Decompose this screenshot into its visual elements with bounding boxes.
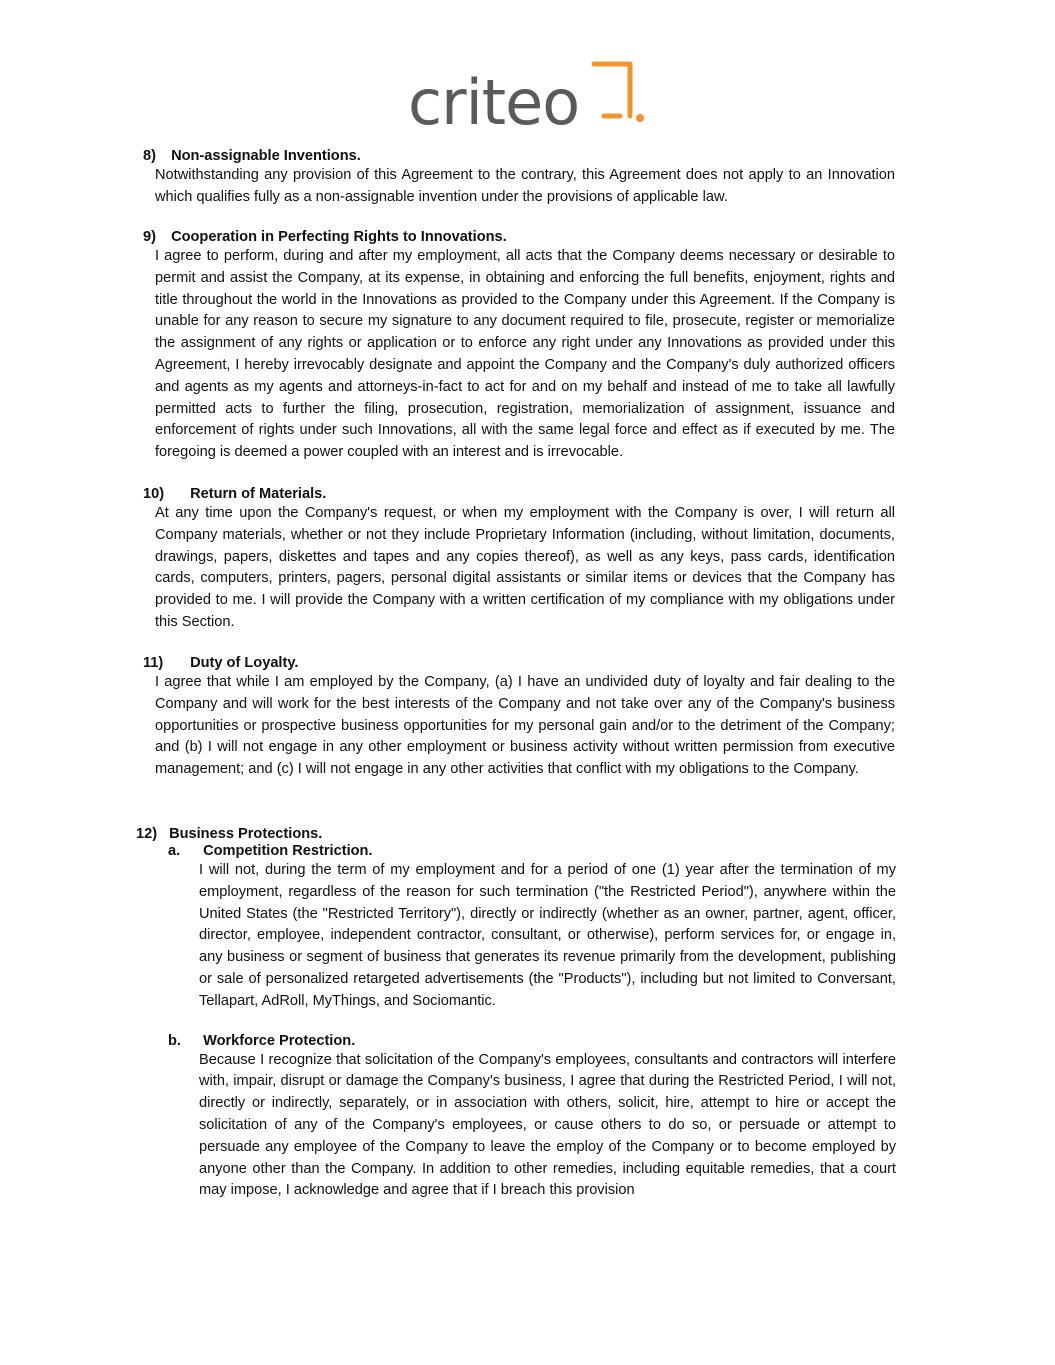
section-body: Notwithstanding any provision of this Agreement to the contrary, this Agreement does not apply to an Innovation which qualifies fully as a non-assignable invention under the provisions of applicable law. <box>155 167 895 205</box>
subsection-heading <box>168 843 896 859</box>
subsection-body: Because I recognize that solicitation of the Company's employees, consultants and contractors will interfere with, impair, disrupt or damage the Company's business, I agree that during the Restricted Period, I will not, directly or indirectly, separately, or in association with others, solicit, hire, attempt to hire or accept the solicitation of any of the Company's employees, or cause others to do so, or persuade or attempt to persuade any employee of the Company to leave the employ of the Company or to become employed by anyone other than the Company. In addition to other remedies, including equitable remedies, that a court may impose, I acknowledge and agree that if I breach this provision <box>199 1051 896 1199</box>
subsection-a <box>168 843 896 1013</box>
subsection-heading <box>168 1033 896 1049</box>
section-heading <box>143 486 895 502</box>
criteo-logo <box>408 58 648 130</box>
section-10 <box>143 486 895 634</box>
section-body: I agree to perform, during and after my employment, all acts that the Company deems necessary or desirable to permit and assist the Company, at its expense, in obtaining and enforcing the full benefits, enjoyment, rights and title throughout the world in the Innovations as provided to the Company under this Agreement. If the Company is unable for any reason to secure my signature to any document required to file, prosecute, register or memorialize the assignment of any rights or application or to enforce any right under any Innovations as provided under this Agreement, I hereby irrevocably designate and appoint the Company and the Company's duly authorized officers and agents as my agents and attorneys-in-fact to act for and on my behalf and instead of me to take all lawfully permitted acts to further the filing, prosecution, registration, memorialization of assignment, issuance and enforcement of rights under such Innovations, all with the same legal force and effect as if executed by me. The foregoing is deemed a power coupled with an interest and is irrevocable. <box>155 248 895 461</box>
section-11 <box>143 655 895 781</box>
section-body: I agree that while I am employed by the Company, (a) I have an undivided duty of loyalty and fair dealing to the Company and will work for the best interests of the Company and not take over any of the Company's business opportunities or prospective business opportunities for my personal gain and/or to the detriment of the Company; and (b) I will not engage in any other employment or business activity without written permission from executive management; and (c) I will not engage in any other activities that conflict with my obligations to the Company. <box>155 674 895 778</box>
section-title: Return of Materials. <box>190 486 327 502</box>
section-number: 12) <box>136 826 158 842</box>
logo-accent-mark <box>594 64 630 116</box>
section-12 <box>136 826 896 1202</box>
subsection-letter: b. <box>168 1032 181 1049</box>
section-number: 8) <box>143 148 156 164</box>
subsection-title: Competition Restriction. <box>203 843 373 859</box>
section-8 <box>143 148 895 209</box>
section-heading <box>136 826 896 842</box>
logo-accent-dot <box>636 114 644 122</box>
section-title: Non-assignable Inventions. <box>171 148 361 164</box>
section-number: 9) <box>143 229 156 245</box>
section-title: Business Protections. <box>169 826 323 842</box>
section-heading <box>143 655 895 671</box>
section-9 <box>143 229 895 464</box>
section-number: 10) <box>143 486 165 502</box>
logo-wordmark: criteo <box>408 66 580 130</box>
subsection-b <box>168 1033 896 1203</box>
subsection-body: I will not, during the term of my employment and for a period of one (1) year after the termination of my employment, regardless of the reason for such termination ("the Restricted Period"), anywhere within the United States (the "Restricted Territory"), directly or indirectly (whether as an owner, partner, agent, officer, director, employee, independent contractor, consultant, or otherwise), perform services for, or engage in, any business or segment of business that generates its revenue primarily from the development, publishing or sale of personalized retargeted advertisements (the "Products"), including but not limited to Conversant, Tellapart, AdRoll, MyThings, and Sociomantic. <box>199 862 896 1009</box>
section-number: 11) <box>143 655 164 671</box>
section-title: Cooperation in Perfecting Rights to Innovations. <box>171 229 507 245</box>
subsection-letter: a. <box>168 843 181 859</box>
section-title: Duty of Loyalty. <box>190 655 299 671</box>
section-body: At any time upon the Company's request, or when my employment with the Company is over, I will return all Company materials, whether or not they include Proprietary Information (including, without limitation, documents, drawings, papers, diskettes and tapes and any copies thereof), as well as any keys, pass cards, identification cards, computers, printers, pagers, personal digital assistants or similar items or devices that the Company has provided to me. I will provide the Company with a written certification of my compliance with my obligations under this Section. <box>155 505 895 630</box>
subsection-title: Workforce Protection. <box>203 1032 356 1049</box>
section-heading <box>143 148 895 164</box>
section-heading <box>143 229 895 245</box>
